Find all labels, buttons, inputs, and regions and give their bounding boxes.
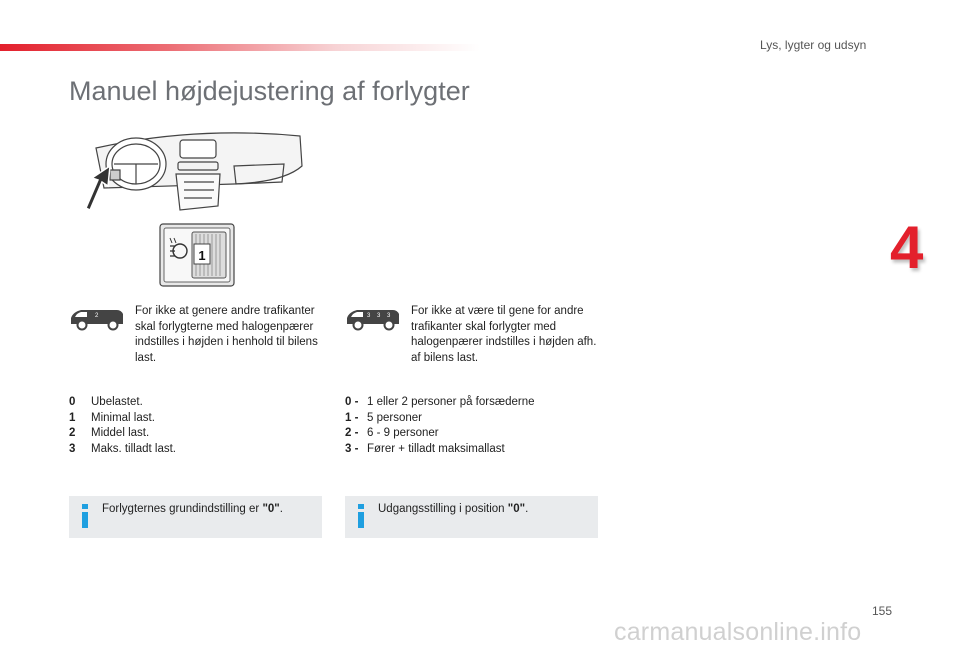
list-item <box>345 442 535 458</box>
list-text: Minimal last. <box>91 411 155 424</box>
list-text: 5 personer <box>367 411 422 424</box>
page-number: 155 <box>872 604 893 618</box>
list-key: 1 <box>69 411 76 424</box>
watermark[interactable]: carmanualsonline.info <box>614 618 862 646</box>
right-info-note <box>345 496 598 538</box>
note-suffix: . <box>525 503 529 515</box>
note-suffix: . <box>279 503 283 515</box>
list-text: 6 - 9 personer <box>367 427 439 440</box>
list-item <box>345 426 535 442</box>
list-key: 3 - <box>345 443 359 456</box>
list-item <box>69 426 176 442</box>
list-key: 1 - <box>345 411 359 424</box>
dashboard-illustration <box>84 126 306 292</box>
svg-text:3: 3 <box>367 313 371 319</box>
right-note-text <box>378 503 528 515</box>
list-key: 3 <box>69 443 76 456</box>
header-accent-bar <box>0 44 480 51</box>
list-item <box>69 395 176 411</box>
info-icon <box>356 504 366 528</box>
page-title: Manuel højdejustering af forlygter <box>69 76 470 106</box>
info-icon <box>80 504 90 528</box>
svg-text:2: 2 <box>95 313 99 319</box>
svg-text:3: 3 <box>387 313 391 319</box>
list-item <box>69 411 176 427</box>
list-text: 1 eller 2 personer på forsæderne <box>367 396 535 408</box>
left-intro: For ikke at genere andre trafikanter skal forlygterne med halogenpærer indstilles i højden i henhold til bilens last. <box>135 305 318 364</box>
left-note-text <box>102 503 283 515</box>
list-key: 0 - <box>345 396 359 408</box>
list-key: 2 <box>69 427 76 440</box>
section-title: Lys, lygter og udsyn <box>760 38 867 52</box>
left-load-list <box>69 395 176 458</box>
note-value: "0" <box>262 503 280 515</box>
headlamp-dial-icon <box>160 224 234 286</box>
list-item <box>69 442 176 458</box>
left-info-note <box>69 496 322 538</box>
list-text: Middel last. <box>91 427 150 440</box>
list-item <box>345 411 535 427</box>
right-passenger-list <box>345 395 535 458</box>
list-item <box>345 395 535 411</box>
right-intro: For ikke at være til gene for andre trafikanter skal forlygter med halogenpærer indstilles i højden afh. af bilens last. <box>411 305 597 364</box>
note-value: "0" <box>507 503 526 515</box>
list-text: Maks. tilladt last. <box>91 443 176 456</box>
minibus-icon <box>345 306 401 332</box>
list-key: 2 - <box>345 427 359 440</box>
note-prefix: Udgangsstilling i position <box>378 503 508 515</box>
list-key: 0 <box>69 396 76 408</box>
dial-label: 1 <box>198 248 206 263</box>
svg-text:3: 3 <box>377 313 381 319</box>
list-text: Ubelastet. <box>91 396 143 408</box>
note-prefix: Forlygternes grundindstilling er <box>102 503 263 515</box>
chapter-number: 4 <box>890 214 924 281</box>
list-text: Fører + tilladt maksimallast <box>367 443 505 456</box>
van-icon <box>69 306 125 332</box>
